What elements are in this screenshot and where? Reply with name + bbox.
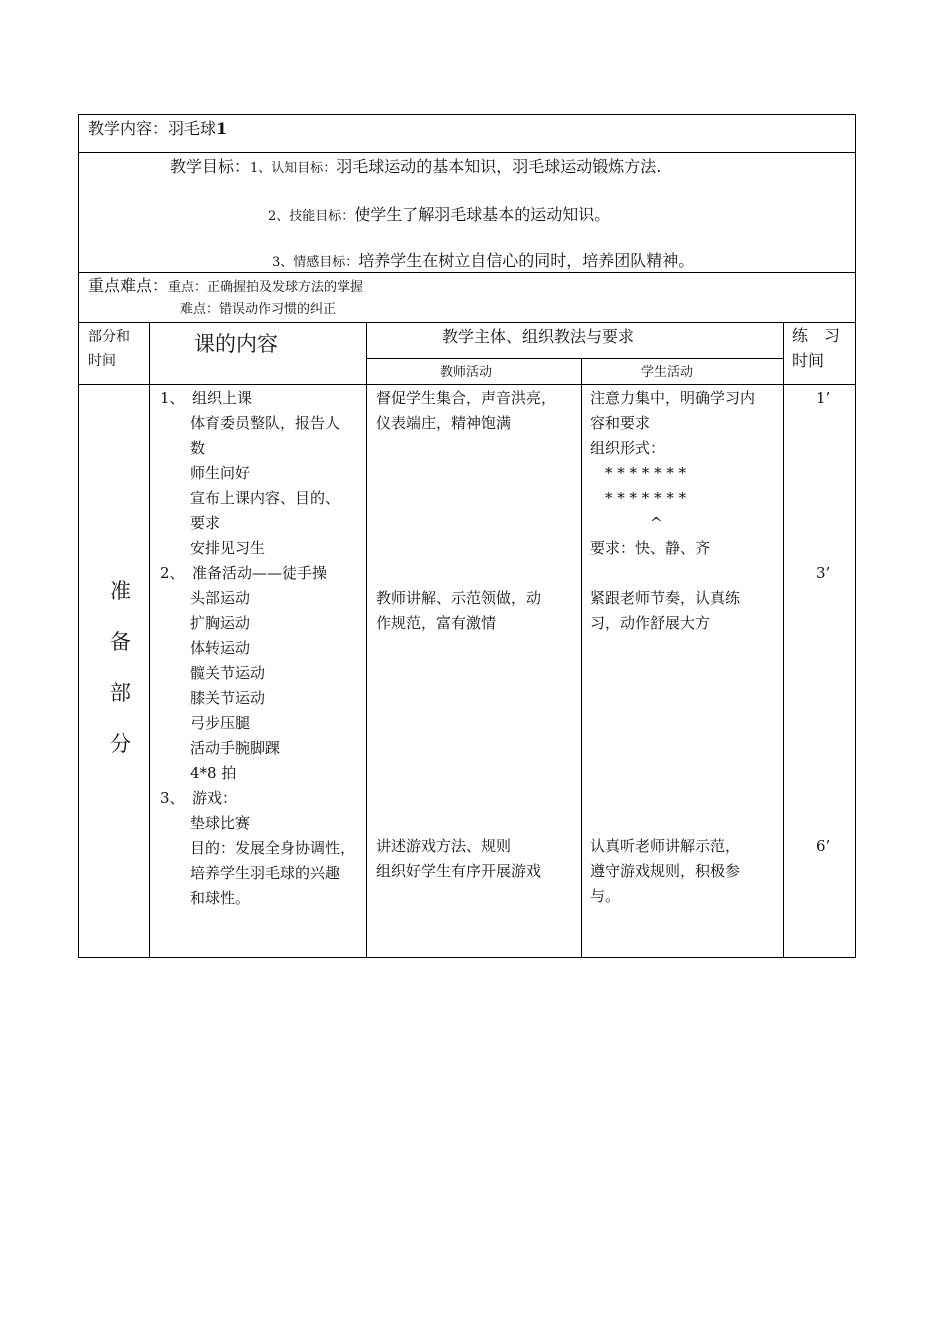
student-activity-line: 注意力集中，明确学习内 bbox=[590, 389, 756, 407]
content-line: 安排见习生 bbox=[160, 539, 266, 557]
teacher-activity-3 bbox=[376, 834, 541, 884]
formation-row: * * * * * * * bbox=[590, 489, 687, 507]
content-line: 3、 游戏： bbox=[160, 789, 238, 807]
practice-time-2: 3’ bbox=[816, 564, 831, 582]
teacher-activity-line: 作规范，富有激情 bbox=[376, 614, 497, 632]
student-activity-line: 与。 bbox=[590, 887, 621, 905]
row-divider bbox=[78, 152, 856, 153]
goal-2-prefix: 2、技能目标： bbox=[268, 209, 355, 224]
teacher-activity-line: 仪表端庄，精神饱满 bbox=[376, 414, 512, 432]
difficulty-line bbox=[180, 298, 336, 322]
row-divider bbox=[78, 322, 856, 323]
lesson-content-label: 教学内容： bbox=[88, 119, 169, 138]
goal-2-text: 使学生了解羽毛球基本的运动知识。 bbox=[354, 205, 611, 224]
content-line: 头部运动 bbox=[160, 589, 251, 607]
content-line: 师生问好 bbox=[160, 464, 251, 482]
teacher-activity-line: 督促学生集合，声音洪亮， bbox=[376, 389, 557, 407]
content-line: 体育委员整队，报告人 bbox=[160, 414, 341, 432]
lesson-content-number: 1 bbox=[216, 119, 228, 138]
goals-label: 教学目标： bbox=[170, 157, 251, 176]
section-name-char: 备 bbox=[110, 630, 131, 654]
content-line: 要求 bbox=[160, 514, 221, 532]
key-point-line bbox=[88, 274, 363, 300]
student-activity-3 bbox=[590, 834, 740, 909]
row-divider bbox=[366, 358, 783, 359]
teacher-activity-1 bbox=[376, 386, 556, 436]
goal-line-3 bbox=[272, 248, 694, 275]
header-part-time-line: 时间 bbox=[88, 353, 116, 369]
formation-row: * * * * * * * bbox=[590, 464, 687, 482]
content-line: 目的：发展全身协调性， bbox=[160, 839, 356, 857]
section-name-char: 准 bbox=[110, 579, 131, 603]
content-line: 培养学生羽毛球的兴趣 bbox=[160, 864, 341, 882]
goal-3-prefix: 3、情感目标： bbox=[272, 255, 359, 270]
header-practice-time-line: 时间 bbox=[792, 351, 825, 370]
header-part-time bbox=[88, 325, 130, 373]
teacher-activity-line: 讲述游戏方法、规则 bbox=[376, 837, 512, 855]
col-divider bbox=[783, 322, 784, 958]
content-line: 数 bbox=[160, 439, 206, 457]
content-line: 膝关节运动 bbox=[160, 689, 266, 707]
lesson-content-value: 羽毛球 bbox=[168, 119, 217, 138]
header-practice-time-line: 练 习 bbox=[792, 326, 841, 345]
content-line: 活动手腕脚踝 bbox=[160, 739, 281, 757]
key-point-prefix: 重点： bbox=[168, 280, 208, 295]
col-divider bbox=[581, 358, 582, 958]
student-activity-1 bbox=[590, 386, 755, 561]
content-line: 扩胸运动 bbox=[160, 614, 251, 632]
student-activity-line: 容和要求 bbox=[590, 414, 651, 432]
practice-time-1: 1’ bbox=[816, 389, 831, 407]
header-practice-time bbox=[792, 323, 840, 373]
content-line: 宣布上课内容、目的、 bbox=[160, 489, 341, 507]
teacher-activity-2 bbox=[376, 586, 541, 636]
goal-1-prefix: 1、认知目标： bbox=[250, 161, 337, 176]
goal-line-1 bbox=[170, 154, 661, 181]
student-activity-line: 遵守游戏规则，积极参 bbox=[590, 862, 741, 880]
formation-teacher-mark: ^ bbox=[590, 514, 663, 532]
difficulty-text: 错误动作习惯的纠正 bbox=[219, 302, 337, 317]
header-content: 课的内容 bbox=[194, 332, 278, 356]
content-line: 体转运动 bbox=[160, 639, 251, 657]
difficulty-prefix: 难点： bbox=[180, 302, 220, 317]
key-point-text: 正确握拍及发球方法的掌握 bbox=[207, 280, 364, 295]
content-line: 1、 组织上课 bbox=[160, 389, 253, 407]
header-method: 教学主体、组织教法与要求 bbox=[442, 327, 635, 346]
student-activity-line: 习，动作舒展大方 bbox=[590, 614, 711, 632]
student-activity-line: 认真听老师讲解示范， bbox=[590, 837, 741, 855]
section-name-char: 分 bbox=[110, 732, 131, 756]
goal-3-text: 培养学生在树立自信心的同时，培养团队精神。 bbox=[358, 251, 695, 270]
header-student-activity: 学生活动 bbox=[641, 365, 694, 380]
content-line: 髋关节运动 bbox=[160, 664, 266, 682]
goal-1-text: 羽毛球运动的基本知识，羽毛球运动锻炼方法. bbox=[336, 157, 662, 176]
teacher-activity-line: 教师讲解、示范领做，动 bbox=[376, 589, 542, 607]
content-line: 垫球比赛 bbox=[160, 814, 251, 832]
header-teacher-activity: 教师活动 bbox=[440, 365, 493, 380]
goal-line-2 bbox=[268, 202, 610, 229]
lesson-content-row bbox=[88, 116, 227, 141]
practice-time-3: 6’ bbox=[816, 837, 831, 855]
student-activity-2 bbox=[590, 586, 740, 636]
content-line: 和球性。 bbox=[160, 889, 251, 907]
student-activity-line: 紧跟老师节奏，认真练 bbox=[590, 589, 741, 607]
key-points-label: 重点难点： bbox=[88, 276, 169, 295]
header-part-time-line: 部分和 bbox=[88, 329, 130, 345]
student-activity-line: 要求：快、静、齐 bbox=[590, 539, 711, 557]
student-activity-line: 组织形式： bbox=[590, 439, 666, 457]
col-divider bbox=[149, 322, 150, 958]
col-divider bbox=[366, 322, 367, 958]
section-name-char: 部 bbox=[110, 681, 131, 705]
content-list bbox=[160, 386, 355, 911]
content-line: 2、 准备活动——徒手操 bbox=[160, 564, 328, 582]
content-line: 4*8 拍 bbox=[160, 764, 237, 782]
content-line: 弓步压腿 bbox=[160, 714, 251, 732]
section-name bbox=[110, 566, 131, 770]
teacher-activity-line: 组织好学生有序开展游戏 bbox=[376, 862, 542, 880]
